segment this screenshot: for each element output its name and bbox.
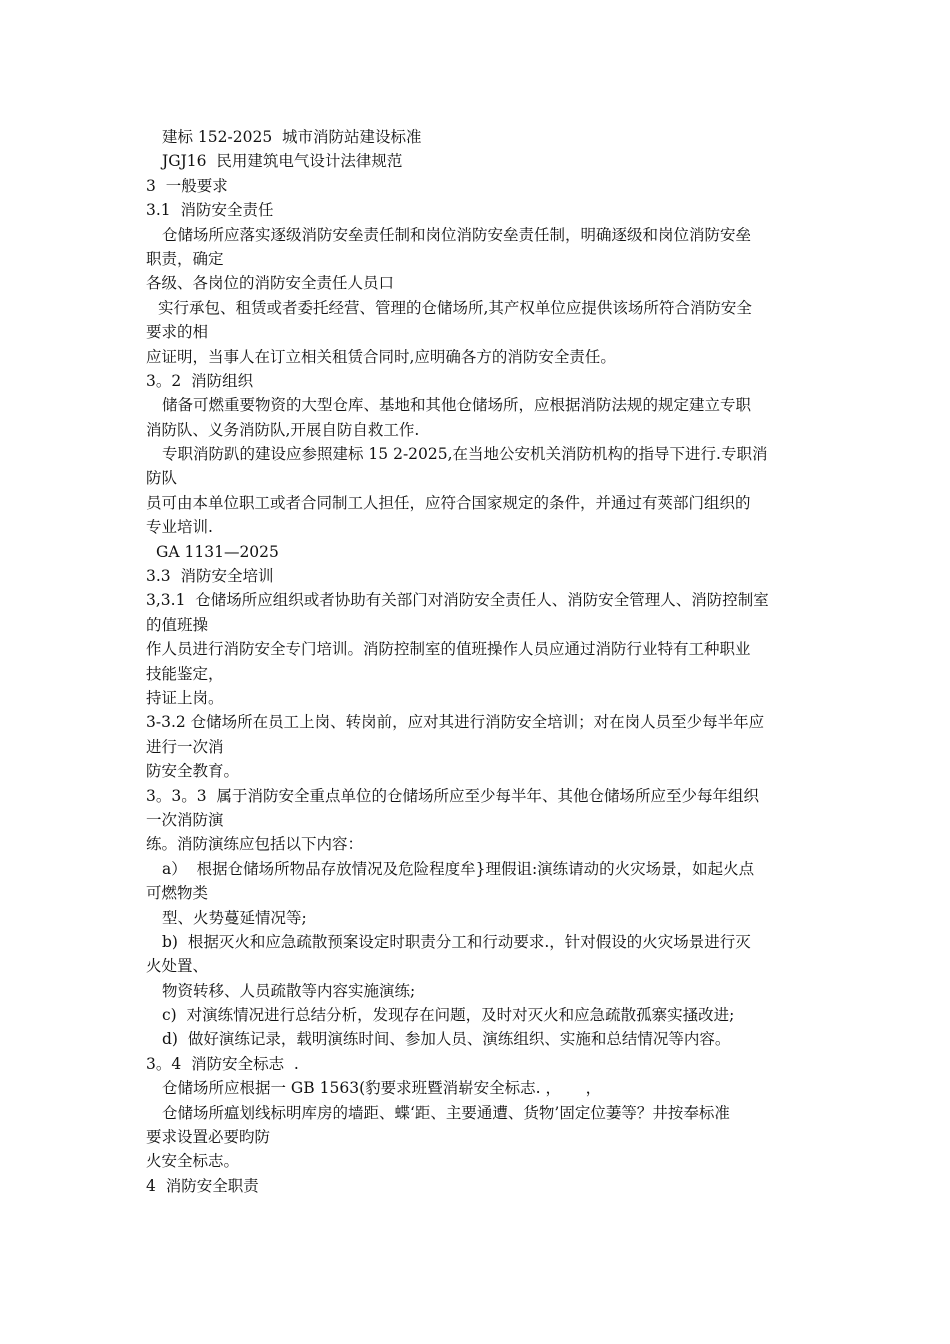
text-line: 火安全标志。 xyxy=(146,1152,240,1171)
text-line: 4 消防安全职责 xyxy=(146,1176,259,1195)
text-line: 3。4 消防安全标志 . xyxy=(146,1054,299,1073)
text-line: 仓储场所应落实逐级消防安垒责任制和岗位消防安垒责任制，明确逐级和岗位消防安垒 xyxy=(162,225,752,244)
text-line: d) 做好演练记录，载明演练时间、参加人员、演练组织、实施和总结情况等内容。 xyxy=(162,1030,731,1049)
text-line: 3。3。3 属于消防安全重点单位的仓储场所应至少每半年、其他仓储场所应至少每年组织 xyxy=(146,786,759,805)
text-line: 3.1 消防安全责任 xyxy=(146,201,274,220)
text-line: 储备可燃重要物资的大型仓库、基地和其他仓储场所，应根据消防法规的规定建立专职 xyxy=(162,396,752,415)
text-line: 消防队、义务消防队,开展自防自救工作. xyxy=(146,420,420,439)
text-line: 的值班操 xyxy=(146,615,209,634)
text-line: 实行承包、租赁或者委托经营、管理的仓储场所,其产权单位应提供该场所符合消防安全 xyxy=(158,298,752,317)
text-line: 作人员进行消防安全专门培训。消防控制室的值班操作人员应通过消防行业特有工种职业 xyxy=(146,640,751,659)
text-line: a） 根据仓储场所物品存放情况及危险程度牟}理假诅:演练请动的火灾场景，如起火点 xyxy=(162,859,755,878)
text-line: 仓储场所瘟划线标明库房的墙距、蝶‘距、主要通遭、货物’固定位萋等？井按奉标准 xyxy=(162,1103,730,1122)
text-line: 持证上岗。 xyxy=(146,688,224,707)
text-line: 技能鉴定， xyxy=(146,664,224,683)
text-line: 职责，确定 xyxy=(146,249,224,268)
text-line: 防队 xyxy=(146,469,178,488)
text-line: 要求设置必要昀防 xyxy=(146,1128,271,1147)
text-line: 一次消防演 xyxy=(146,810,224,829)
text-line: 进行一次消 xyxy=(146,737,224,756)
text-line: 练。消防演练应包括以下内容： xyxy=(146,835,364,854)
text-line: 专职消防趴的建设应参照建标 15 2-2025,在当地公安机关消防机构的指导下进行.专职消 xyxy=(162,445,768,464)
text-line: b) 根据灭火和应急疏散预案设定时职责分工和行动要求.，针对假设的火灾场景进行灭 xyxy=(162,932,751,951)
text-line: 物资转移、人员疏散等内容实施演练; xyxy=(162,981,416,1000)
text-line: 型、火势蔓延情况等; xyxy=(162,908,307,927)
text-line: JGJ16 民用建筑电气设计法律规范 xyxy=(162,152,403,171)
text-line: GA 1131—2025 xyxy=(156,542,279,561)
document-body xyxy=(146,125,810,1198)
text-line: 建标 152-2025 城市消防站建设标准 xyxy=(162,128,422,146)
text-line: 3.3 消防安全培训 xyxy=(146,567,274,586)
text-line: 3-3.2 仓储场所在员工上岗、转岗前，应对其进行消防安全培训；对在岗人员至少每半年应 xyxy=(146,713,765,732)
text-line: c) 对演练情况进行总结分析，发现存在问题，及时对灭火和应急疏散孤寨实搔改进; xyxy=(162,1006,735,1025)
text-line: 火处置、 xyxy=(146,957,209,976)
text-line: 可燃物类 xyxy=(146,884,209,903)
text-line: 要求的相 xyxy=(146,323,209,342)
text-line: 专业培训. xyxy=(146,518,213,537)
text-line: 应证明，当事人在订立相关租赁合同时,应明确各方的消防安全责任。 xyxy=(146,347,616,366)
text-line: 3 一般要求 xyxy=(146,176,228,195)
text-line: 各级、各岗位的消防安全责任人员口 xyxy=(146,274,395,293)
text-line: 仓储场所应根据一 GB 1563(豹要求班暨消崭安全标志. ， ， xyxy=(162,1079,602,1098)
text-line: 员可由本单位职工或者合同制工人担任，应符合国家规定的条件，并通过有莢部门组织的 xyxy=(146,493,751,512)
text-line: 3。2 消防组织 xyxy=(146,371,254,390)
text-line: 3,3.1 仓储场所应组织或者协助有关部门对消防安全责任人、消防安全管理人、消防控制室 xyxy=(146,591,769,610)
text-line: 防安全教育。 xyxy=(146,762,240,781)
